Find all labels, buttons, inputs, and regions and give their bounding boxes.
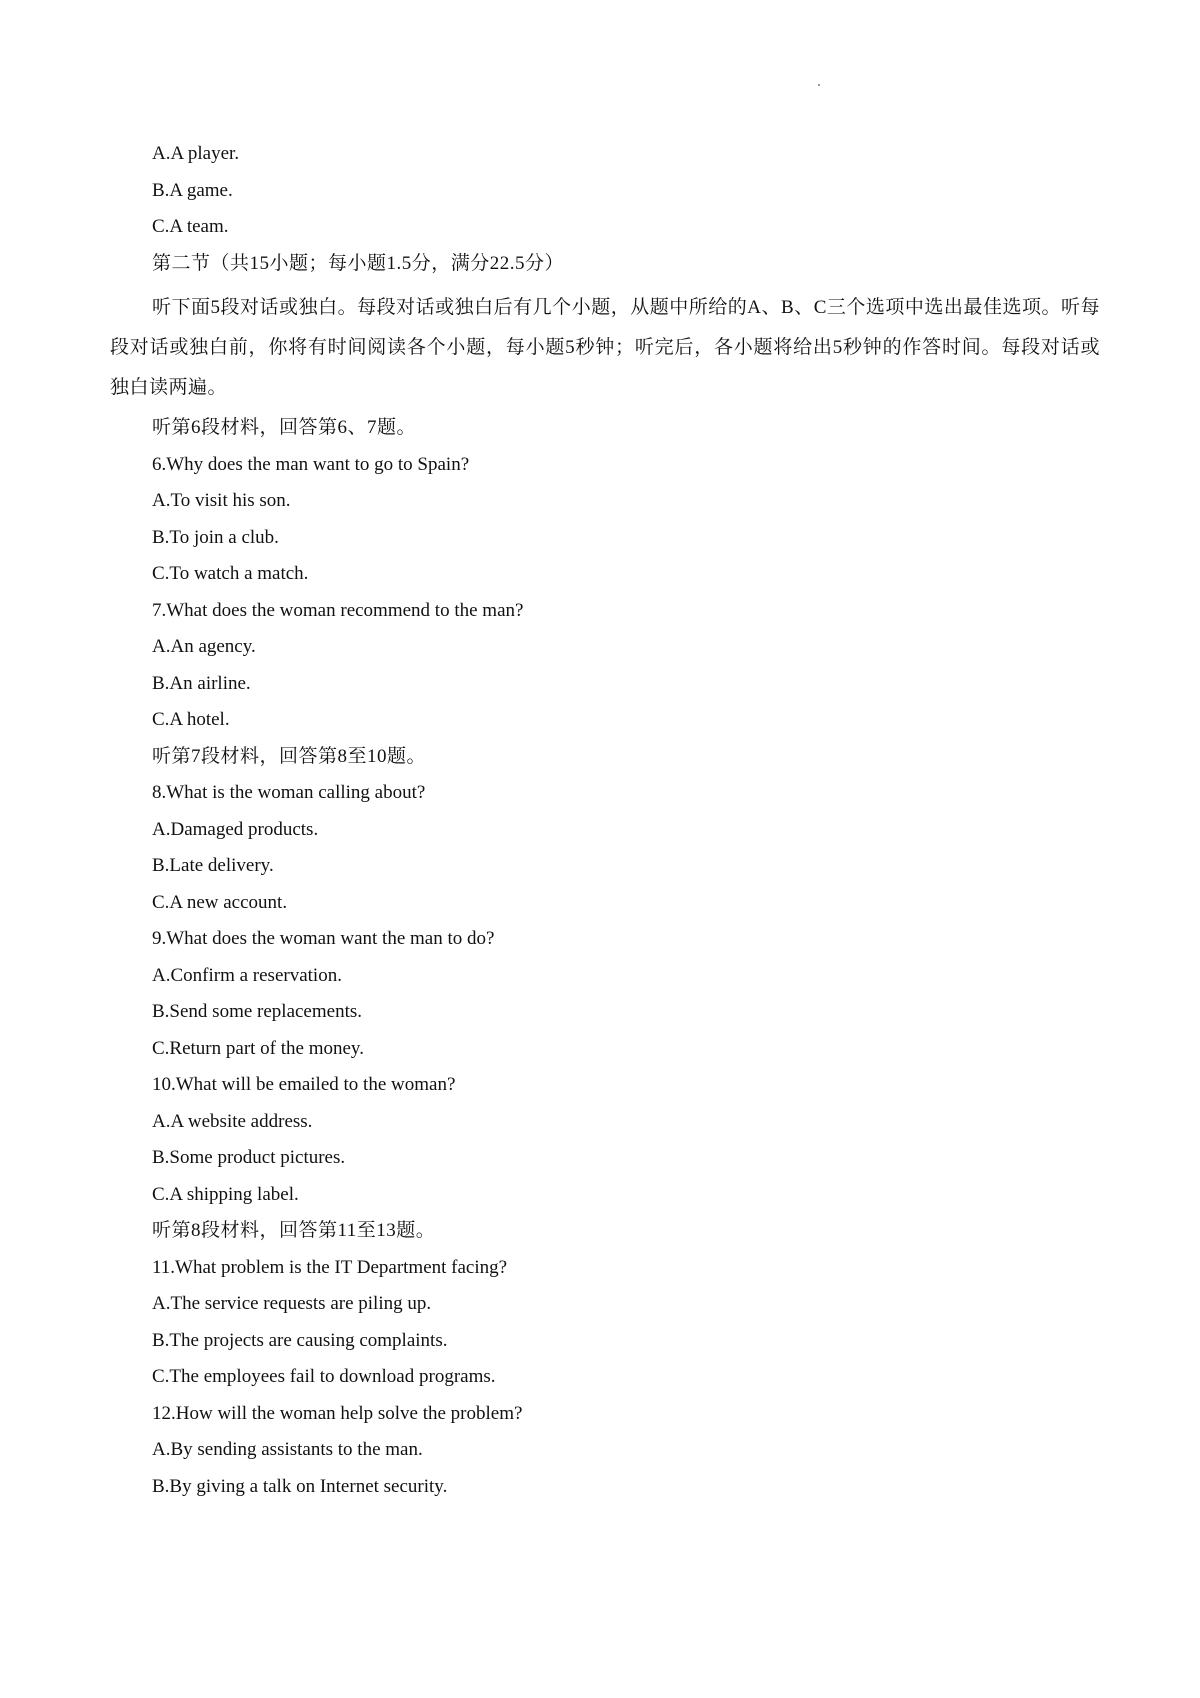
question-7-option-a: A.An agency.: [152, 636, 256, 657]
question-9: 9.What does the woman want the man to do?: [152, 928, 495, 949]
question-8-option-b: B.Late delivery.: [152, 855, 274, 876]
question-6-option-a: A.To visit his son.: [152, 490, 291, 511]
question-10-option-c: C.A shipping label.: [152, 1183, 299, 1205]
section-instructions: 听下面5段对话或独白。每段对话或独白后有几个小题，从题中所给的A、B、C三个选项中选出最佳选项。听每段对话或独白前，你将有时间阅读各个小题，每小题5秒钟；听完后，各小题将给出5秒钟的作答时间。每段对话或独白读两遍。: [110, 297, 1100, 398]
question-8-option-c: C.A new account.: [152, 891, 288, 913]
document-content: [110, 142, 1100, 1511]
question-11-option-c: C.The employees fail to download programs.: [152, 1366, 496, 1387]
option-c-team: C.A team.: [152, 216, 229, 237]
question-7: 7.What does the woman recommend to the man?: [152, 599, 524, 621]
question-12: 12.How will the woman help solve the problem?: [152, 1402, 523, 1424]
section-two-heading: 第二节（共15小题；每小题1.5分，满分22.5分）: [152, 252, 565, 274]
question-9-option-b: B.Send some replacements.: [152, 1001, 363, 1022]
option-b-game: B.A game.: [152, 179, 233, 201]
option-a-player: A.A player.: [152, 143, 240, 164]
question-6-option-c: C.To watch a match.: [152, 563, 309, 584]
question-8-option-a: A.Damaged products.: [152, 818, 319, 840]
question-7-option-b: B.An airline.: [152, 672, 251, 694]
question-6: 6.Why does the man want to go to Spain?: [152, 453, 470, 475]
question-12-option-b: B.By giving a talk on Internet security.: [152, 1475, 448, 1497]
question-11: 11.What problem is the IT Department facing?: [152, 1256, 508, 1278]
material-6-heading: 听第6段材料，回答第6、7题。: [152, 417, 417, 438]
question-12-option-a: A.By sending assistants to the man.: [152, 1439, 423, 1460]
question-6-option-b: B.To join a club.: [152, 526, 279, 548]
question-10-option-a: A.A website address.: [152, 1110, 313, 1132]
question-11-option-a: A.The service requests are piling up.: [152, 1293, 432, 1314]
question-10: 10.What will be emailed to the woman?: [152, 1074, 456, 1095]
question-10-option-b: B.Some product pictures.: [152, 1147, 346, 1168]
question-7-option-c: C.A hotel.: [152, 709, 230, 730]
question-8: 8.What is the woman calling about?: [152, 782, 426, 803]
question-11-option-b: B.The projects are causing complaints.: [152, 1329, 448, 1351]
question-9-option-a: A.Confirm a reservation.: [152, 964, 342, 986]
material-8-heading: 听第8段材料，回答第11至13题。: [152, 1220, 436, 1241]
stray-dot-mark: [818, 84, 820, 86]
question-9-option-c: C.Return part of the money.: [152, 1037, 364, 1059]
material-7-heading: 听第7段材料，回答第8至10题。: [152, 745, 427, 767]
